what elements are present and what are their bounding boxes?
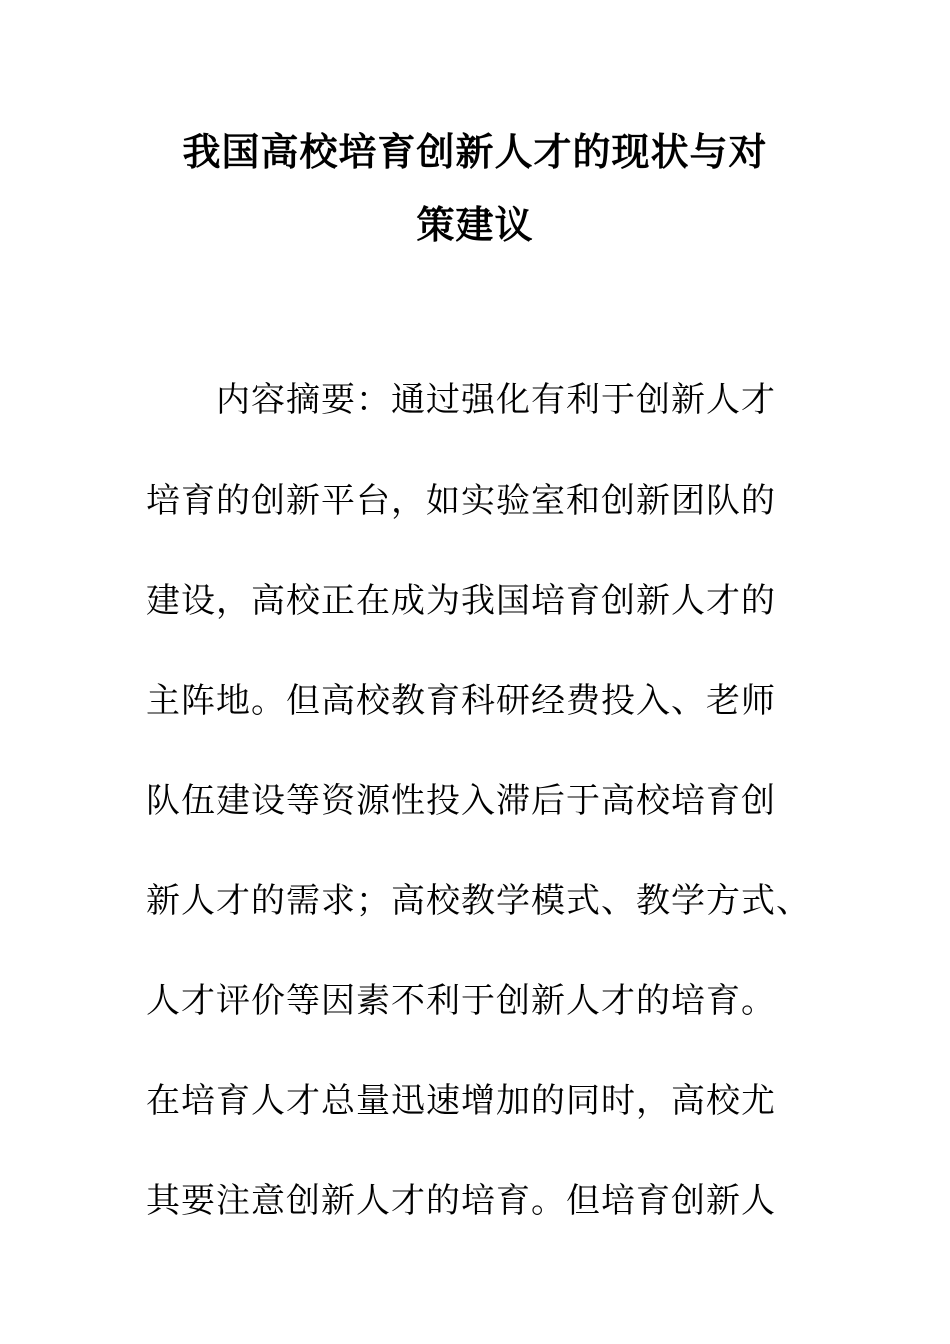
abstract-line-2: 培育的创新平台，如实验室和创新团队的 xyxy=(146,481,776,521)
document-title-line-1: 我国高校培育创新人才的现状与对 xyxy=(182,129,768,174)
abstract-line-7: 人才评价等因素不利于创新人才的培育。 xyxy=(146,981,776,1021)
abstract-line-3: 建设，高校正在成为我国培育创新人才的 xyxy=(146,581,776,621)
document-title-line-2: 策建议 xyxy=(416,202,534,247)
abstract-line-8: 在培育人才总量迅速增加的同时，高校尤 xyxy=(146,1081,776,1121)
abstract-line-4: 主阵地。但高校教育科研经费投入、老师 xyxy=(146,681,776,721)
abstract-line-5: 队伍建设等资源性投入滞后于高校培育创 xyxy=(146,781,776,821)
abstract-line-1: 内容摘要：通过强化有利于创新人才 xyxy=(216,380,776,420)
abstract-line-9: 其要注意创新人才的培育。但培育创新人 xyxy=(146,1181,776,1221)
abstract-line-6: 新人才的需求；高校教学模式、教学方式、 xyxy=(146,881,811,921)
